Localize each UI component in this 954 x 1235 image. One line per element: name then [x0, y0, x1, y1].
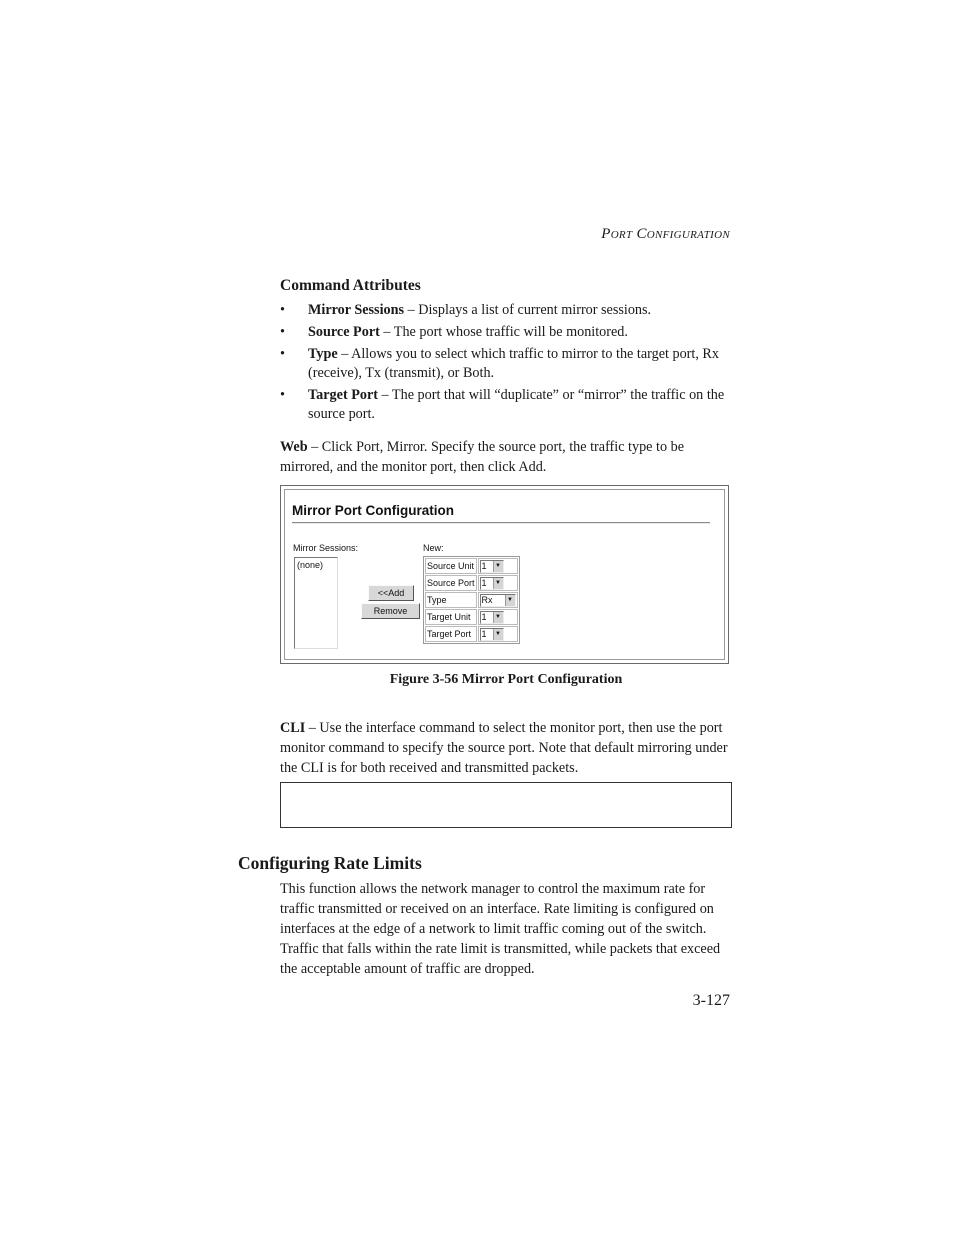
web-term: Web — [280, 439, 308, 455]
table-row — [425, 609, 518, 625]
chevron-down-icon[interactable]: ▼ — [493, 578, 503, 589]
running-head — [560, 226, 730, 243]
item-term: Mirror Sessions — [308, 302, 405, 318]
title-divider — [292, 522, 710, 524]
new-mirror-table — [423, 556, 520, 644]
source-port-label: Source Port — [425, 575, 477, 591]
item-term: Type — [308, 346, 338, 362]
target-unit-label: Target Unit — [425, 609, 477, 625]
mirror-sessions-list[interactable] — [294, 557, 338, 649]
type-cell — [478, 592, 518, 608]
cli-text: – Use the interface command to select the monitor port, then use the port monitor command to specify the source port. Note that default mirroring under the CLI is for both received and transmitted packets. — [280, 720, 728, 776]
chevron-down-icon[interactable]: ▼ — [493, 629, 503, 640]
mirror-sessions-label: Mirror Sessions: — [293, 543, 359, 553]
figure-title: Mirror Port Configuration — [292, 503, 454, 518]
bullet-icon: • — [280, 302, 285, 318]
figure-frame — [284, 489, 725, 660]
add-button[interactable]: <<Add — [368, 585, 414, 601]
bullet-icon: • — [280, 387, 285, 403]
type-select[interactable] — [480, 594, 516, 607]
page-number: 3-127 — [692, 992, 730, 1009]
running-head-smallcaps: ORT — [610, 229, 633, 241]
web-paragraph — [280, 437, 730, 477]
source-port-value: 1 — [481, 577, 487, 588]
source-port-select[interactable] — [480, 577, 504, 590]
item-description: – Displays a list of current mirror sessions. — [404, 302, 652, 318]
item-description: – The port that will “duplicate” or “mirror” the traffic on the source port. — [308, 387, 725, 422]
source-port-cell — [478, 575, 518, 591]
table-row — [425, 626, 518, 642]
type-label: Type — [425, 592, 477, 608]
target-unit-select[interactable] — [480, 611, 504, 624]
new-label: New: — [423, 543, 444, 553]
web-text: – Click Port, Mirror. Specify the source port, the traffic type to be mirrored, and the monitor port, then click Add. — [280, 439, 684, 475]
item-description: – Allows you to select which traffic to mirror to the target port, Rx (receive), Tx (transmit), or Both. — [308, 346, 719, 381]
cli-example-box — [280, 782, 732, 828]
running-head-initial: P — [601, 226, 611, 242]
running-head-smallcaps-2: ONFIGURATION — [646, 229, 730, 241]
source-unit-cell — [478, 558, 518, 574]
list-item — [280, 345, 732, 383]
running-head-initial-2: C — [636, 226, 647, 242]
mirror-port-figure — [280, 485, 729, 664]
table-row — [425, 575, 518, 591]
mirror-sessions-item[interactable]: (none) — [297, 560, 324, 570]
target-port-cell — [478, 626, 518, 642]
cli-paragraph — [280, 718, 732, 778]
source-unit-label: Source Unit — [425, 558, 477, 574]
list-item — [280, 386, 732, 424]
figure-caption: Figure 3-56 Mirror Port Configuration — [389, 672, 623, 687]
chevron-down-icon[interactable]: ▼ — [505, 595, 515, 606]
item-term: Target Port — [308, 387, 378, 403]
bullet-icon: • — [280, 324, 285, 340]
source-unit-select[interactable] — [480, 560, 504, 573]
target-port-label: Target Port — [425, 626, 477, 642]
item-term: Source Port — [308, 324, 380, 340]
table-row — [425, 592, 518, 608]
table-row — [425, 558, 518, 574]
chevron-down-icon[interactable]: ▼ — [493, 612, 503, 623]
item-description: – The port whose traffic will be monitored. — [379, 324, 628, 340]
target-port-select[interactable] — [480, 628, 504, 641]
chevron-down-icon[interactable]: ▼ — [493, 561, 503, 572]
attribute-list — [280, 301, 732, 427]
target-unit-cell — [478, 609, 518, 625]
command-attributes-heading: Command Attributes — [280, 277, 421, 294]
target-unit-value: 1 — [481, 611, 487, 622]
type-value: Rx — [481, 594, 493, 605]
section-heading: Configuring Rate Limits — [238, 853, 422, 873]
list-item — [280, 301, 732, 320]
section-paragraph: This function allows the network manager to control the maximum rate for traffic transmitted or received on an interface. Rate limiting is configured on interfaces at the edge of a network to limit traffic coming out of the switch. Traffic that falls within the rate limit is transmitted, while packets that exceed the acceptable amount of traffic are dropped. — [280, 881, 721, 977]
source-unit-value: 1 — [481, 560, 487, 571]
remove-button[interactable]: Remove — [361, 603, 420, 619]
cli-term: CLI — [280, 720, 306, 736]
target-port-value: 1 — [481, 628, 487, 639]
list-item — [280, 323, 732, 342]
bullet-icon: • — [280, 346, 285, 362]
